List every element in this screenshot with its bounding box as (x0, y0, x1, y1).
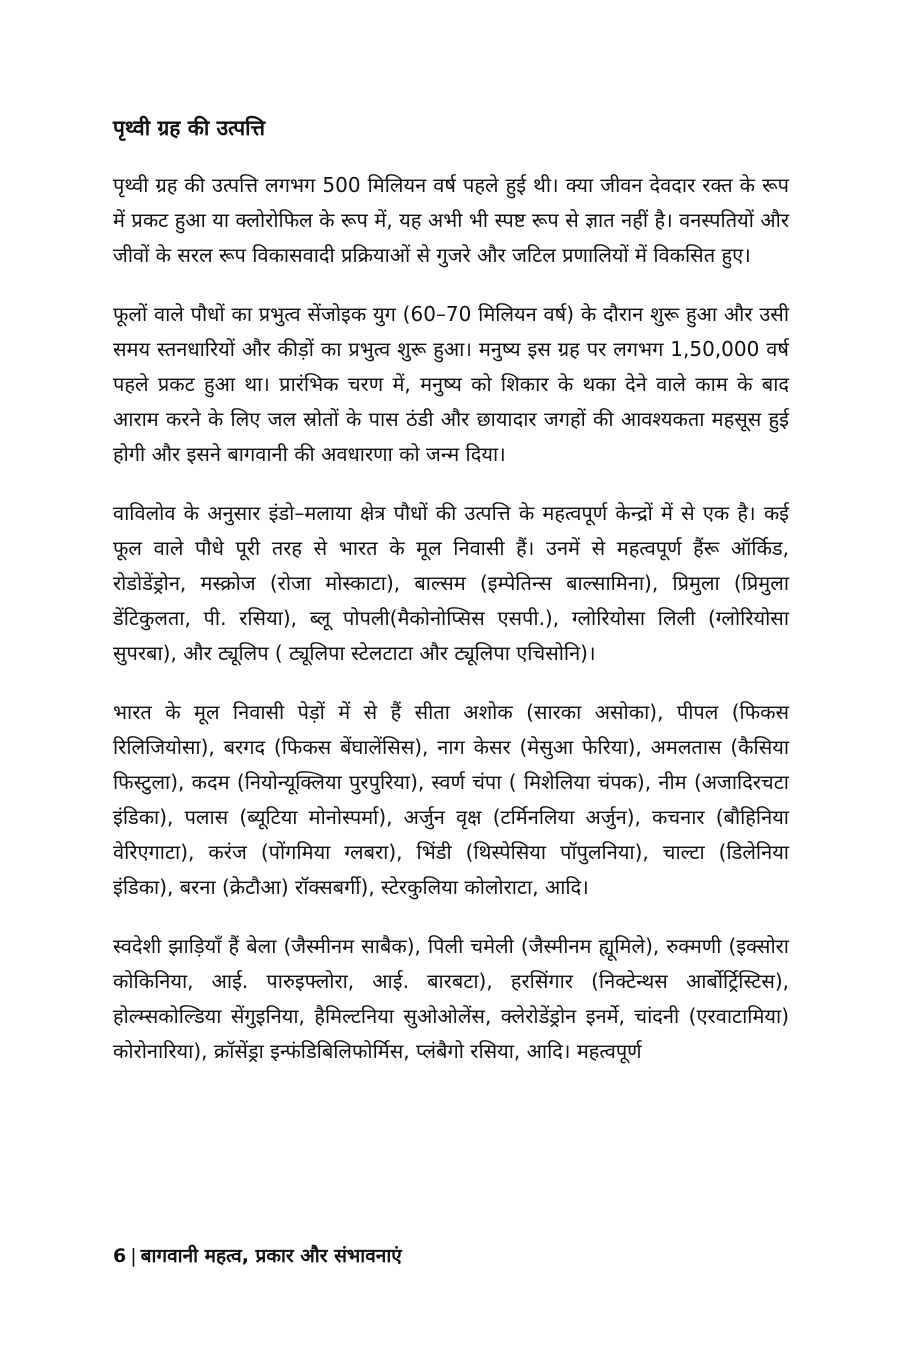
footer-separator: | (130, 1245, 137, 1267)
paragraph-indo-malaya-region: वाविलोव के अनुसार इंडो–मलाया क्षेत्र पौधों की उत्पत्ति के महत्वपूर्ण केन्द्रों में से एक है। कई फूल वाले पौधे पूरी तरह से भारत के मूल निवासी हैं। उनमें से महत्वपूर्ण हैंरू ऑर्किड, रोडोडेंड्रोन, मस्क्रोज (रोजा मोस्काटा), बाल्सम (इम्पेतिन्स बाल्सामिना), प्रिमुला (प्रिमुला डेंटिकुलता, पी. रसिया), ब्लू पोपली(मैकोनोप्सिस एसपी.), ग्लोरियोसा लिली (ग्लोरियोसा सुपरबा), और ट्यूलिप ( ट्यूलिपा स्टेलटाटा और ट्यूलिपा एचिसोनि)। (113, 501, 789, 665)
section-heading: पृथ्वी ग्रह की उत्पत्ति (113, 116, 266, 140)
paragraph-origin-of-earth: पृथ्वी ग्रह की उत्पत्ति लगभग 500 मिलियन वर्ष पहले हुई थी। क्या जीवन देवदार रक्त के रूप में प्रकट हुआ या क्लोरोफिल के रूप में, यह अभी भी स्पष्ट रूप से ज्ञात नहीं है। वनस्पतियों और जीवों के सरल रूप विकासवादी प्रक्रियाओं से गुजरे और जटिल प्रणालियों में विकसित हुए। (113, 173, 789, 267)
paragraph-native-shrubs: स्वदेशी झाड़ियाँ हैं बेला (जैस्मीनम साबैक), पिली चमेली (जैस्मीनम ह्यूमिले), रुक्मणी (इक्सोरा कोकिनिया, आई. पारुइफ्लोरा, आई. बारबटा), हरसिंगार (निक्टेन्थस आर्बोर्ट्रिस्टिस), होल्म्सकोल्डिया सेंगुइनिया, हैमिल्टनिया सुओओलेंस, क्लेरोडेंड्रोन इनर्मे, चांदनी (एरवाटामिया) कोरोनारिया), क्रॉसेंड्रा इन्फंडिबिलिफोर्मिस, प्लंबैगो रसिया, आदि। महत्वपूर्ण (113, 934, 789, 1063)
paragraph-native-trees: भारत के मूल निवासी पेड़ों में से हैं सीता अशोक (सारका असोका), पीपल (फिकस रिलिजियोसा), बरगद (फिकस बेंघालेंसिस), नाग केसर (मेसुआ फेरिया), अमलतास (कैसिया फिस्टुला), कदम (नियोन्यूक्लिया पुरपुरिया), स्वर्ण चंपा ( मिशेलिया चंपक), नीम (अजादिरचटा इंडिका), पलास (ब्यूटिया मोनोस्पर्मा), अर्जुन वृक्ष (टर्मिनलिया अर्जुन), कचनार (बौहिनिया वेरिएगाटा), करंज (पोंगमिया ग्लबरा), भिंडी (थिस्पेसिया पॉपुलनिया), चाल्टा (डिलेनिया इंडिका), बरना (क्रेटौआ) रॉक्सबर्गी), स्टेरकुलिया कोलोराटा, आदि। (113, 700, 789, 899)
page-number: 6 (113, 1245, 127, 1267)
page-body (113, 112, 789, 1093)
paragraph-flowering-plants: फूलों वाले पौधों का प्रभुत्व सेंजोइक युग (60–70 मिलियन वर्ष) के दौरान शुरू हुआ और उसी समय स्तनधारियों और कीड़ों का प्रभुत्व शुरू हुआ। मनुष्य इस ग्रह पर लगभग 1,50,000 वर्ष पहले प्रकट हुआ था। प्रारंभिक चरण में, मनुष्य को शिकार के थका देने वाले काम के बाद आराम करने के लिए जल स्रोतों के पास ठंडी और छायादार जगहों की आवश्यकता महसूस हुई होगी और इसने बागवानी की अवधारणा को जन्म दिया। (113, 302, 789, 466)
page-footer (113, 1242, 402, 1270)
book-title: बागवानी महत्व, प्रकार और संभावनाएं (140, 1245, 402, 1267)
